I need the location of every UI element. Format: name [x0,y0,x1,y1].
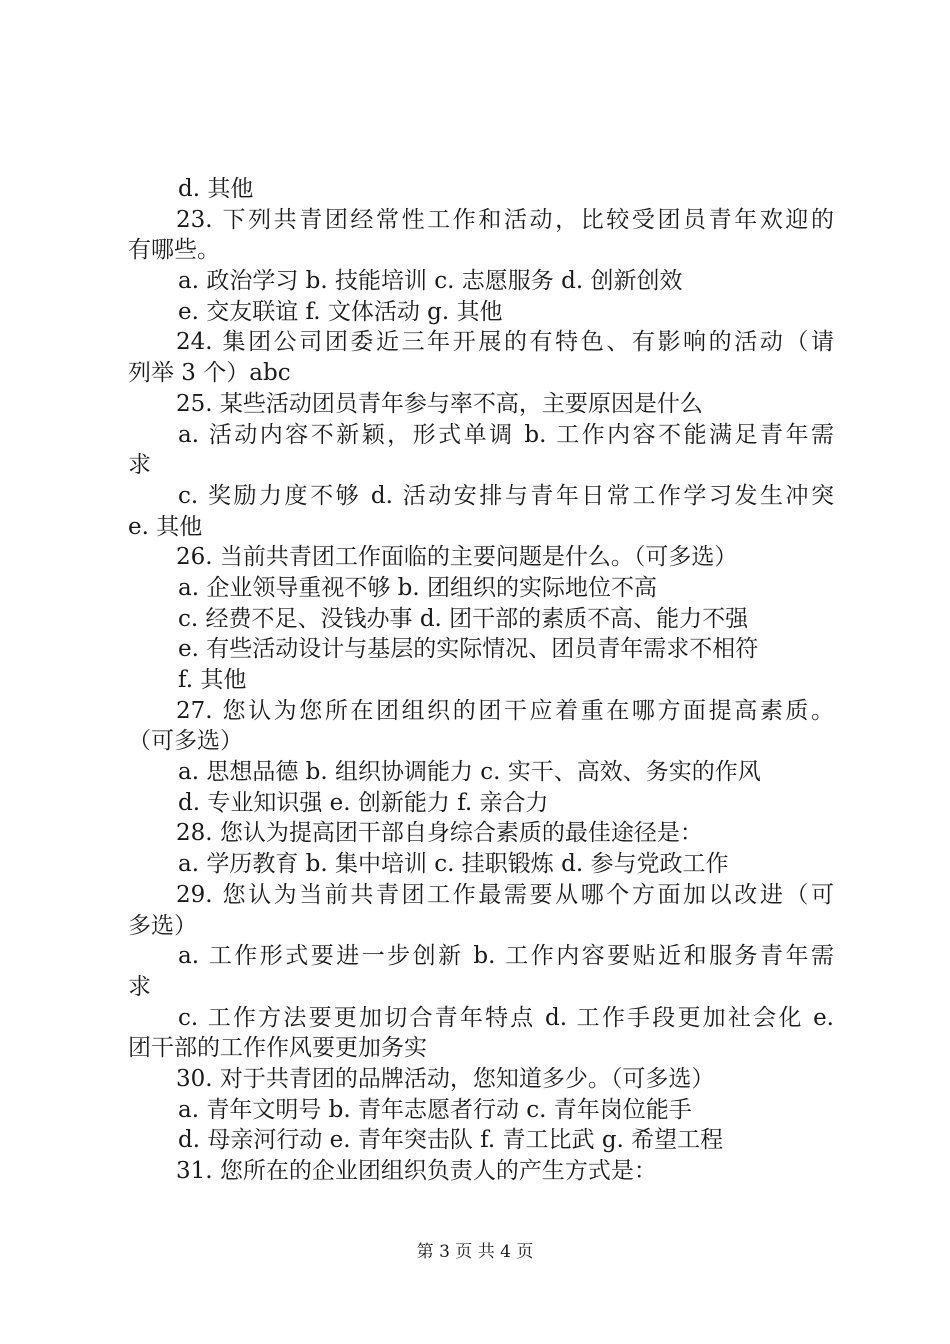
text-line: d. 其他 [178,176,254,202]
text-line: 27. 您认为您所在团组织的团干应着重在哪方面提高素质。 [176,697,834,724]
text-line: 31. 您所在的企业团组织负责人的产生方式是： [176,1158,657,1184]
text-line: c. 奖励力度不够 d. 活动安排与青年日常工作学习发生冲突 [178,482,834,509]
text-line: 求 [128,973,151,1000]
text-line: d. 母亲河行动 e. 青年突击队 f. 青工比武 g. 希望工程 [178,1127,724,1154]
text-line: c. 经费不足、没钱办事 d. 团干部的素质不高、能力不强 [178,605,749,632]
text-line: 多选） [128,912,197,939]
text-line: f. 其他 [178,667,247,693]
text-line: （可多选） [128,728,243,755]
text-line: a. 工作形式要进一步创新 b. 工作内容要贴近和服务青年需 [178,943,834,970]
text-line: 25. 某些活动团员青年参与率不高，主要原因是什么 [176,390,703,417]
text-line: d. 专业知识强 e. 创新能力 f. 亲合力 [178,789,549,816]
text-line: a. 活动内容不新颖，形式单调 b. 工作内容不能满足青年需 [178,421,834,448]
text-line: e. 有些活动设计与基层的实际情况、团员青年需求不相符 [178,636,759,663]
text-line: a. 青年文明号 b. 青年志愿者行动 c. 青年岗位能手 [178,1096,692,1123]
text-line: 求 [128,452,151,479]
text-line: 有哪些。 [128,237,220,264]
text-line: c. 工作方法要更加切合青年特点 d. 工作手段更加社会化 e. [178,1004,834,1031]
text-line: 28. 您认为提高团干部自身综合素质的最佳途径是： [176,820,703,847]
text-line: 30. 对于共青团的品牌活动，您知道多少。（可多选） [176,1065,715,1092]
text-line: a. 企业领导重视不够 b. 团组织的实际地位不高 [178,574,657,601]
page-footer: 第 3 页 共 4 页 [416,1242,534,1262]
text-line: 26. 当前共青团工作面临的主要问题是什么。（可多选） [176,544,738,571]
text-line: a. 政治学习 b. 技能培训 c. 志愿服务 d. 创新创效 [178,268,683,295]
text-line: 24. 集团公司团委近三年开展的有特色、有影响的活动（请 [176,329,834,356]
document-body [128,174,834,1187]
text-line: a. 学历教育 b. 集中培训 c. 挂职锻炼 d. 参与党政工作 [178,851,729,878]
text-line: 团干部的工作作风要更加务实 [128,1035,427,1062]
text-line: e. 交友联谊 f. 文体活动 g. 其他 [178,298,503,325]
text-line: 23. 下列共青团经常性工作和活动，比较受团员青年欢迎的 [176,206,834,233]
text-line: e. 其他 [128,513,203,540]
text-line: a. 思想品德 b. 组织协调能力 c. 实干、高效、务实的作风 [178,759,761,786]
text-line: 29. 您认为当前共青团工作最需要从哪个方面加以改进（可 [176,881,834,908]
text-line: 列举 3 个）abc [128,360,291,387]
